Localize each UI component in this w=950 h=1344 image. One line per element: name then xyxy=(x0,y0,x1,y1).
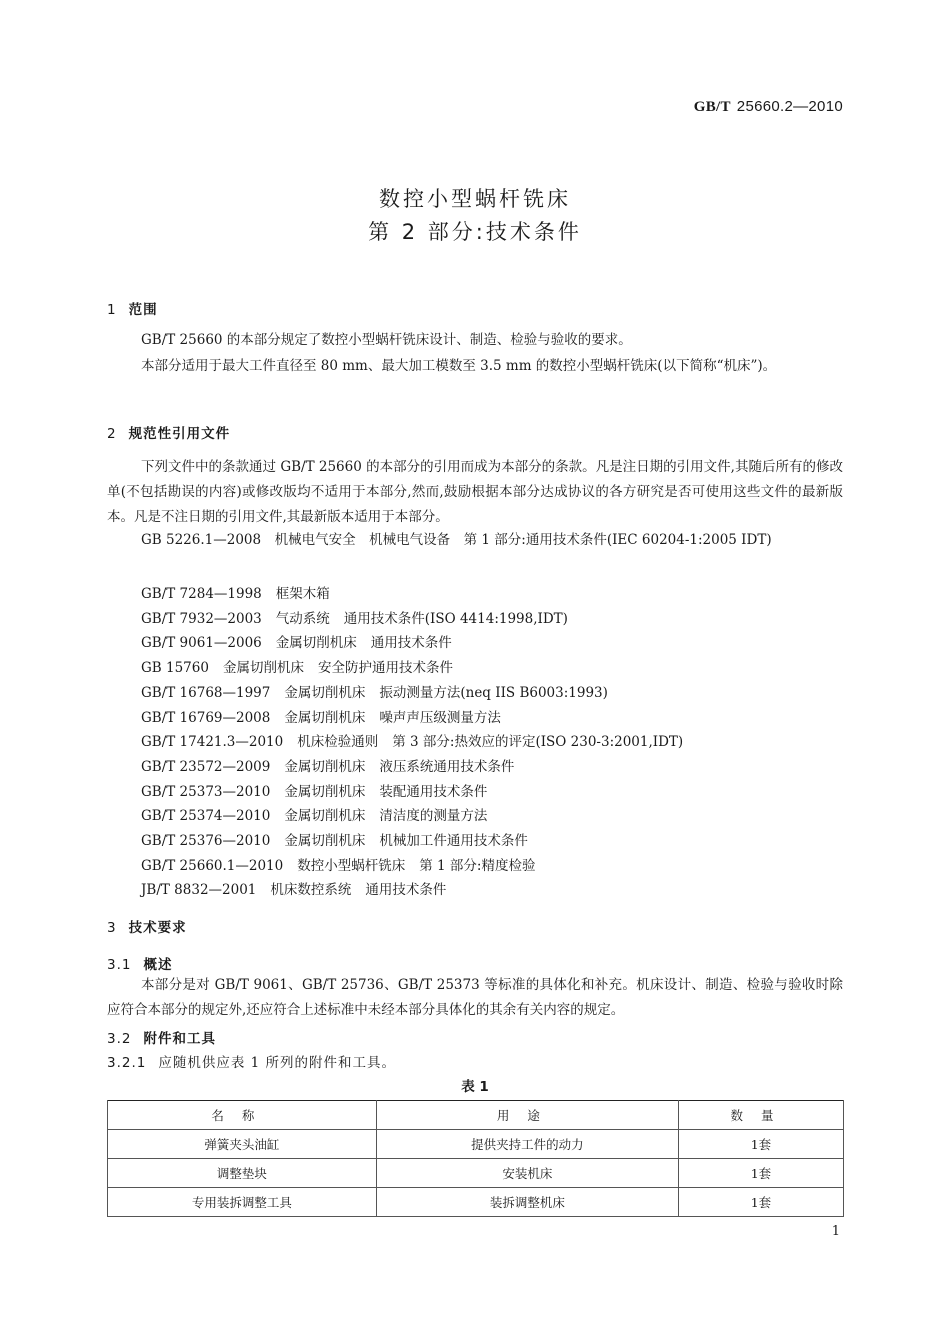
section-2-para-1: 下列文件中的条款通过 GB/T 25660 的本部分的引用而成为本部分的条款。凡是注日期的引用文件,其随后所有的修改单(不包括勘误的内容)或修改版均不适用于本部分,然而,鼓励根据本部分达成协议的各方研究是否可使用这些文件的最新版本。凡是不注日期的引用文件,其最新版本适用于本部分。 xyxy=(107,459,843,525)
col-header-purpose: 用途 xyxy=(376,1101,678,1130)
cell: 1套 xyxy=(678,1159,843,1188)
ref-item-1: GB/T 7284—1998 框架木箱 xyxy=(141,586,330,602)
section-3-1-para: 本部分是对 GB/T 9061、GB/T 25736、GB/T 25373 等标准的具体化和补充。机床设计、制造、检验与验收时除应符合本部分的规定外,还应符合上述标准中未经本部分具体化的其余有关内容的规定。 xyxy=(107,977,843,1018)
table-header-row xyxy=(108,1101,844,1130)
section-3-1-heading: 3.1 概述 xyxy=(107,957,173,973)
ref-item-13: JB/T 8832—2001 机床数控系统 通用技术条件 xyxy=(141,882,447,899)
standard-number: GB/T 25660.2—2010 xyxy=(693,98,843,115)
section-1-para-1: GB/T 25660 的本部分规定了数控小型蜗杆铣床设计、制造、检验与验收的要求。 xyxy=(141,332,632,348)
ref-item-4: GB 15760 金属切削机床 安全防护通用技术条件 xyxy=(141,660,453,677)
cell: 弹簧夹头油缸 xyxy=(108,1130,377,1159)
ref-item-9: GB/T 25373—2010 金属切削机床 装配通用技术条件 xyxy=(141,783,488,800)
accessories-table xyxy=(107,1100,844,1217)
table-caption: 表 1 xyxy=(461,1079,489,1095)
table-row xyxy=(108,1159,844,1188)
cell: 1套 xyxy=(678,1188,843,1217)
ref-item-8: GB/T 23572—2009 金属切削机床 液压系统通用技术条件 xyxy=(141,758,515,775)
section-3-2-heading: 3.2 附件和工具 xyxy=(107,1031,216,1047)
section-1-para-2: 本部分适用于最大工件直径至 80 mm、最大加工模数至 3.5 mm 的数控小型蜗杆铣床(以下简称“机床”)。 xyxy=(141,358,777,374)
col-header-quantity: 数量 xyxy=(678,1101,843,1130)
cell: 提供夹持工件的动力 xyxy=(376,1130,678,1159)
ref-item-7: GB/T 17421.3—2010 机床检验通则 第 3 部分:热效应的评定(ISO 230-3:2001,IDT) xyxy=(141,734,684,751)
section-1-heading: 1 范围 xyxy=(107,302,158,318)
section-2-heading: 2 规范性引用文件 xyxy=(107,426,231,442)
ref-item-6: GB/T 16769—2008 金属切削机床 噪声声压级测量方法 xyxy=(141,709,501,726)
ref-item-12: GB/T 25660.1—2010 数控小型蜗杆铣床 第 1 部分:精度检验 xyxy=(141,857,536,874)
ref-item-0: GB 5226.1—2008 机械电气安全 机械电气设备 第 1 部分:通用技术条件(IEC 60204-1:2005 IDT) xyxy=(141,532,772,548)
doc-subtitle: 第 2 部分:技术条件 xyxy=(368,220,582,244)
ref-item-2: GB/T 7932—2003 气动系统 通用技术条件(ISO 4414:1998,IDT) xyxy=(141,610,568,627)
section-3-heading: 3 技术要求 xyxy=(107,920,187,936)
table-row xyxy=(108,1130,844,1159)
ref-item-3: GB/T 9061—2006 金属切削机床 通用技术条件 xyxy=(141,635,452,652)
ref-item-5: GB/T 16768—1997 金属切削机床 振动测量方法(neq IIS B6003:1993) xyxy=(141,684,608,701)
cell: 专用装拆调整工具 xyxy=(108,1188,377,1217)
cell: 安装机床 xyxy=(376,1159,678,1188)
ref-item-11: GB/T 25376—2010 金属切削机床 机械加工件通用技术条件 xyxy=(141,833,528,849)
cell: 调整垫块 xyxy=(108,1159,377,1188)
section-3-2-1: 3.2.1 应随机供应表 1 所列的附件和工具。 xyxy=(107,1055,397,1071)
col-header-name: 名称 xyxy=(108,1101,377,1130)
table-row xyxy=(108,1188,844,1217)
cell: 1套 xyxy=(678,1130,843,1159)
ref-item-10: GB/T 25374—2010 金属切削机床 清洁度的测量方法 xyxy=(141,808,488,825)
page-number: 1 xyxy=(831,1224,840,1239)
doc-title: 数控小型蜗杆铣床 xyxy=(379,187,571,211)
cell: 装拆调整机床 xyxy=(376,1188,678,1217)
